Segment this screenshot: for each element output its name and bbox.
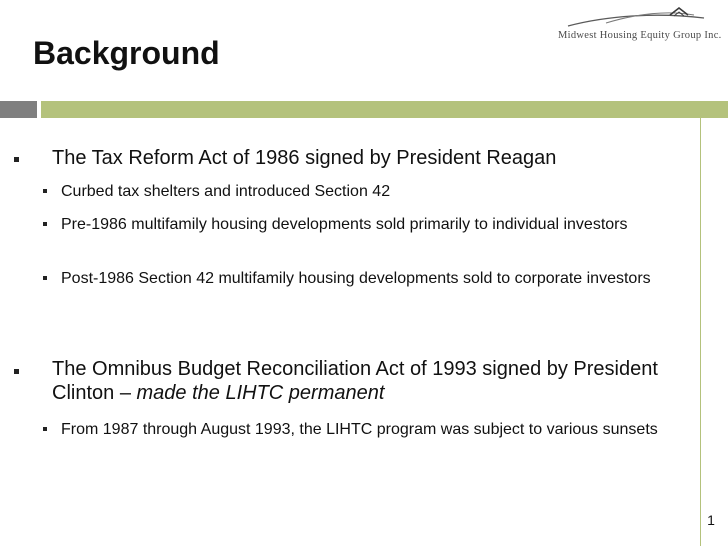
bullet-square-icon (14, 157, 19, 162)
sub-bullet-square-icon (43, 189, 47, 193)
bullet-tax-reform-act: The Tax Reform Act of 1986 signed by President Reagan (52, 147, 557, 169)
bullet-square-icon (14, 369, 19, 374)
bullet-omnibus-emphasis: made the LIHTC permanent (136, 382, 385, 404)
bullet-omnibus-text: The Omnibus Budget Reconciliation Act of 1993 signed by President Clinton – (52, 358, 658, 404)
company-logo (552, 6, 724, 42)
sub-bullet-square-icon (43, 276, 47, 280)
sub-bullet-square-icon (43, 427, 47, 431)
sub-bullet-square-icon (43, 222, 47, 226)
page-number: 1 (707, 512, 715, 528)
sub-bullet-post-1986: Post-1986 Section 42 multifamily housing developments sold to corporate investors (61, 270, 651, 287)
sub-bullet-pre-1986: Pre-1986 multifamily housing developments sold primarily to individual investors (61, 216, 628, 233)
sub-bullet-tax-shelters: Curbed tax shelters and introduced Section 42 (61, 183, 391, 200)
roof-swoosh-icon (566, 6, 706, 30)
slide-title: Background (33, 35, 220, 71)
logo-wordmark: Midwest Housing Equity Group Inc. (558, 30, 722, 41)
right-vertical-rule (700, 118, 701, 546)
bullet-omnibus-budget-act (52, 357, 672, 405)
title-rule-green-bar (41, 101, 728, 118)
title-rule-dark-block (0, 101, 37, 118)
sub-bullet-sunsets: From 1987 through August 1993, the LIHTC program was subject to various sunsets (61, 421, 658, 438)
